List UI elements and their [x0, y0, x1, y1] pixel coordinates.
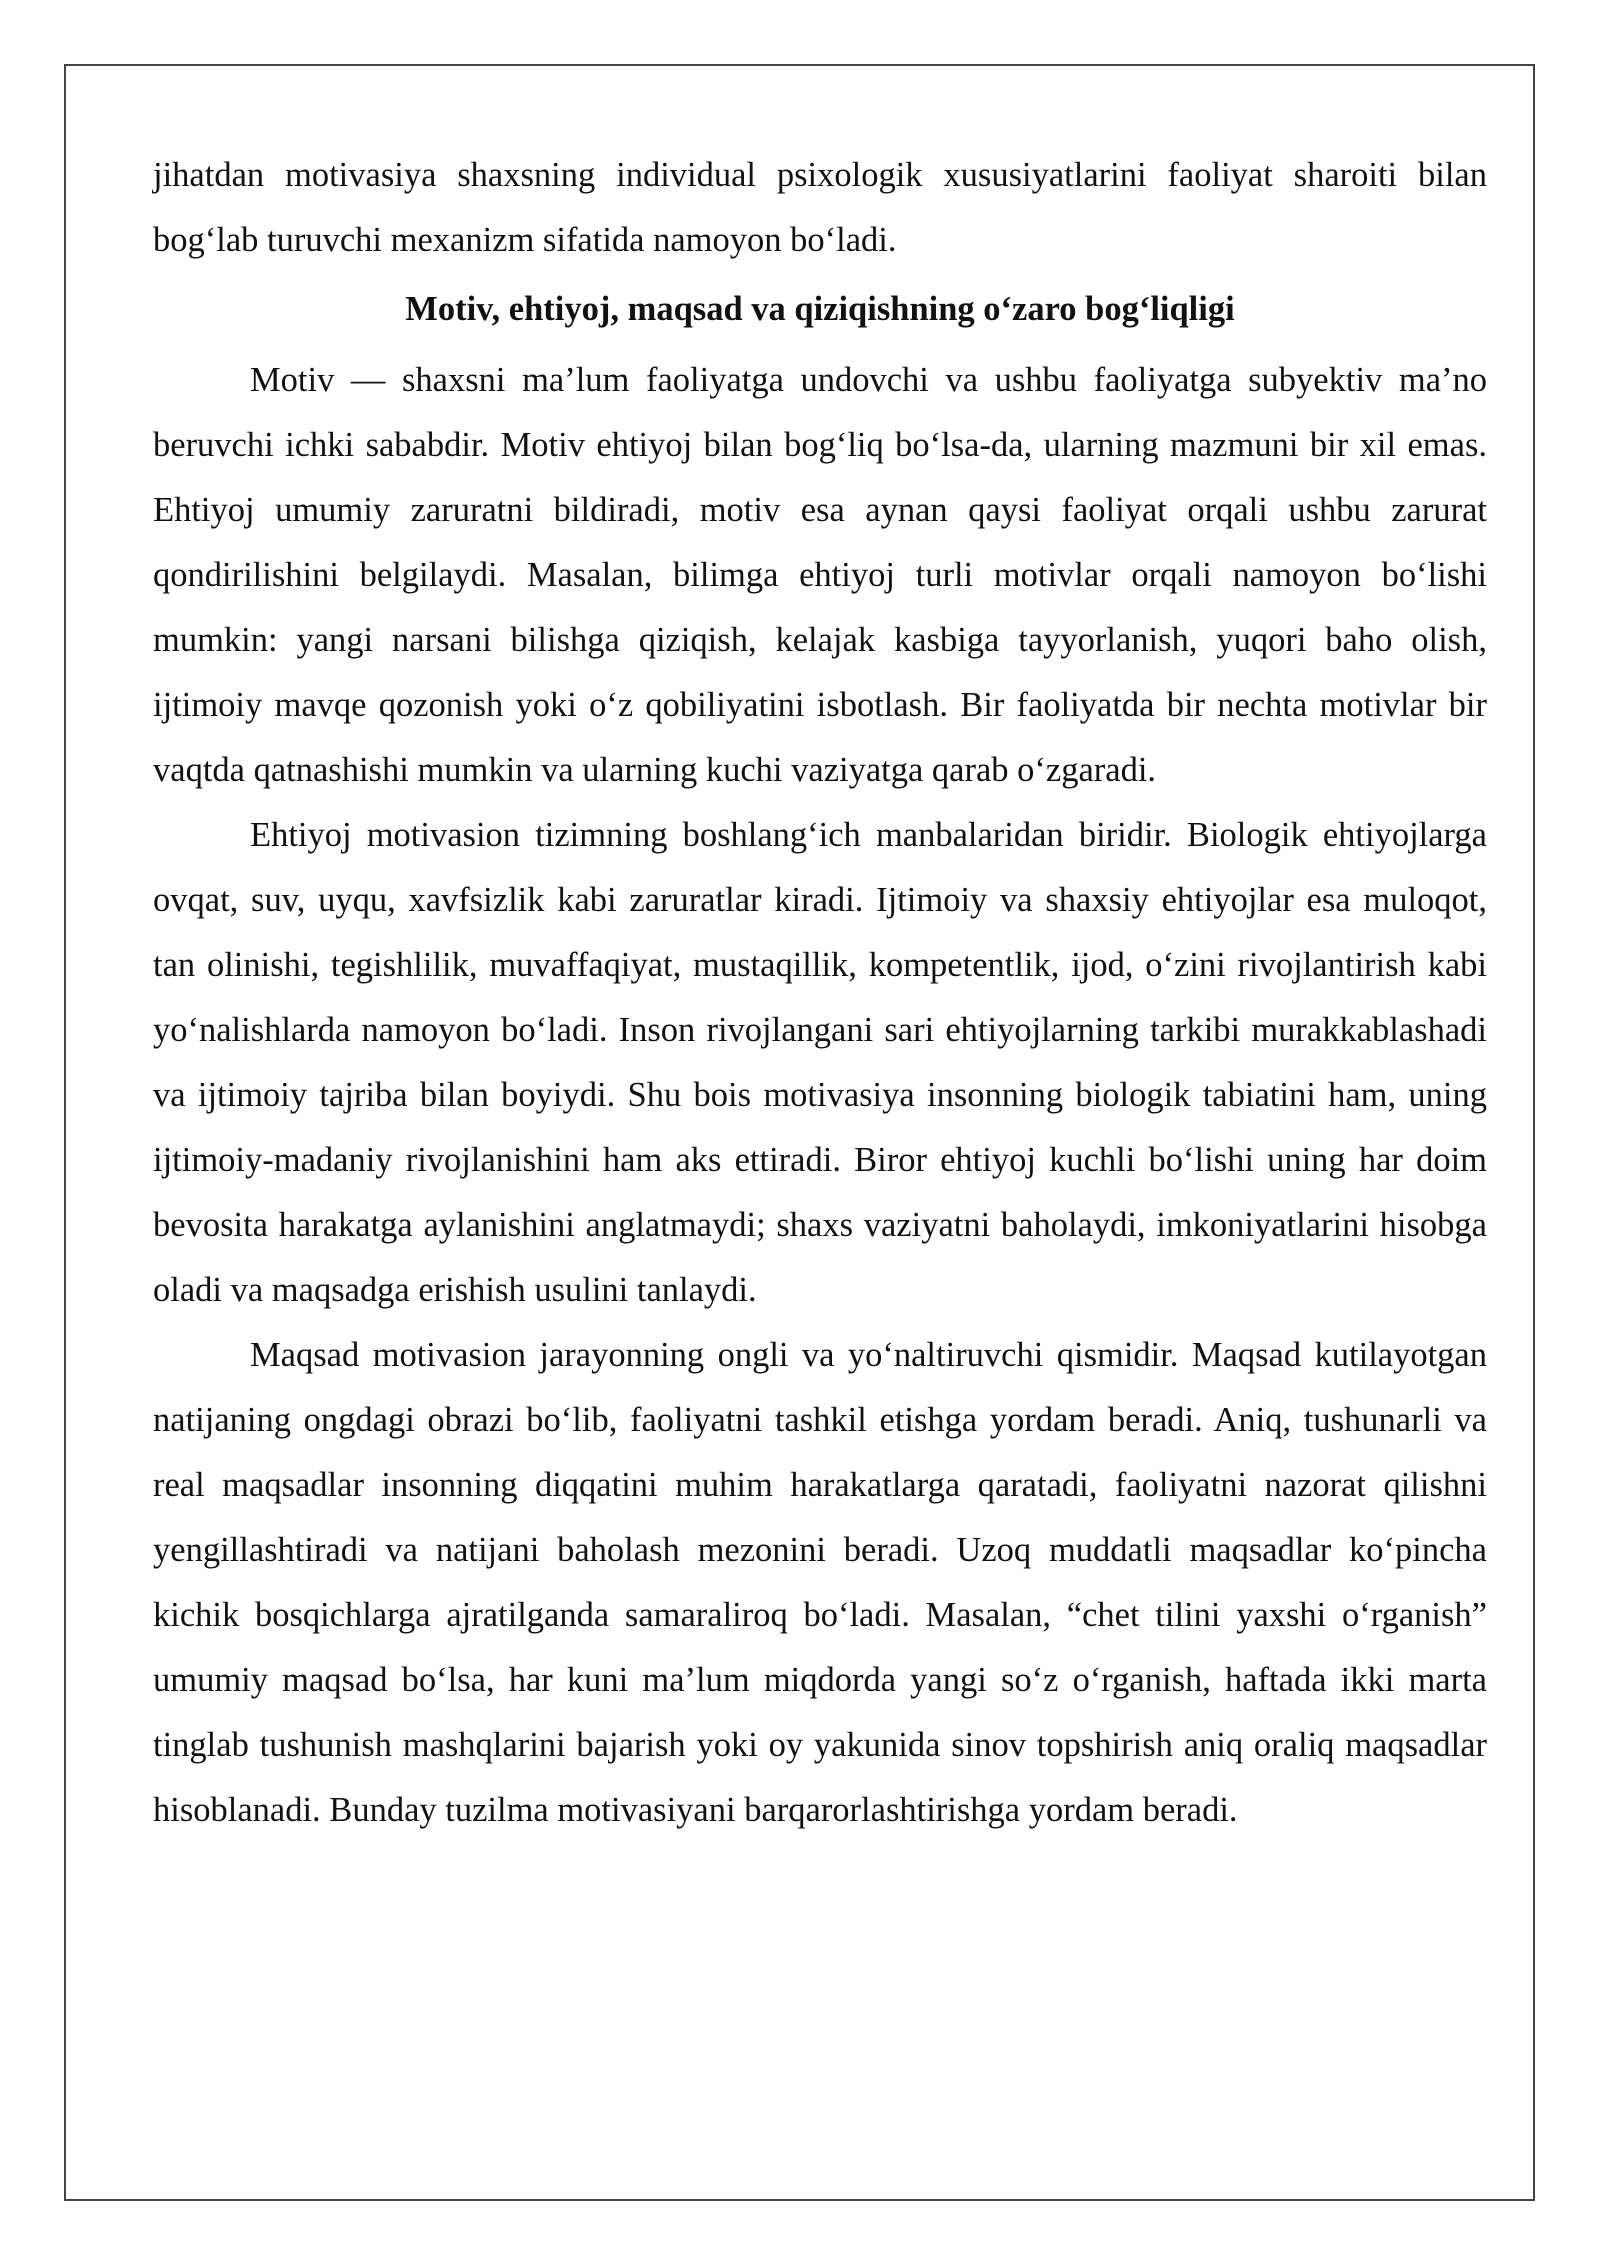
continuation-paragraph: jihatdan motivasiya shaxsning individual psixologik xususiyatlarini faoliyat sharoiti bilan bog‘lab turuvchi mexanizm sifatida namoyon bo‘ladi. [153, 156, 1487, 259]
section-heading: Motiv, ehtiyoj, maqsad va qiziqishning o‘zaro bog‘liqligi [405, 290, 1235, 328]
paragraph-ehtiyoj: Ehtiyoj motivasion tizimning boshlang‘ich manbalaridan biridir. Biologik ehtiyojlarga ovqat, suv, uyqu, xavfsizlik kabi zaruratlar kiradi. Ijtimoiy va shaxsiy ehtiyojlar esa muloqot, tan olinishi, tegishlilik, muvaffaqiyat, mustaqillik, kompetentlik, ijod, o‘zini rivojlantirish kabi yo‘nalishlarda namoyon bo‘ladi. Inson rivojlangani sari ehtiyojlarning tarkibi murakkablashadi va ijtimoiy tajriba bilan boyiydi. Shu bois motivasiya insonning biologik tabiatini ham, uning ijtimoiy-madaniy rivojlanishini ham aks ettiradi. Biror ehtiyoj kuchli bo‘lishi uning har doim bevosita harakatga aylanishini anglatmaydi; shaxs vaziyatni baholaydi, imkoniyatlarini hisobga oladi va maqsadga erishish usulini tanlaydi. [153, 816, 1487, 1309]
document-body [153, 143, 1487, 1843]
paragraph-motiv: Motiv — shaxsni ma’lum faoliyatga undovchi va ushbu faoliyatga subyektiv ma’no beruvchi ichki sababdir. Motiv ehtiyoj bilan bog‘liq bo‘lsa-da, ularning mazmuni bir xil emas. Ehtiyoj umumiy zaruratni bildiradi, motiv esa aynan qaysi faoliyat orqali ushbu zarurat qondirilishini belgilaydi. Masalan, bilimga ehtiyoj turli motivlar orqali namoyon bo‘lishi mumkin: yangi narsani bilishga qiziqish, kelajak kasbiga tayyorlanish, yuqori baho olish, ijtimoiy mavqe qozonish yoki o‘z qobiliyatini isbotlash. Bir faoliyatda bir nechta motivlar bir vaqtda qatnashishi mumkin va ularning kuchi vaziyatga qarab o‘zgaradi. [153, 361, 1487, 789]
paragraph-maqsad: Maqsad motivasion jarayonning ongli va yo‘naltiruvchi qismidir. Maqsad kutilayotgan natijaning ongdagi obrazi bo‘lib, faoliyatni tashkil etishga yordam beradi. Aniq, tushunarli va real maqsadlar insonning diqqatini muhim harakatlarga qaratadi, faoliyatni nazorat qilishni yengillashtiradi va natijani baholash mezonini beradi. Uzoq muddatli maqsadlar ko‘pincha kichik bosqichlarga ajratilganda samaraliroq bo‘ladi. Masalan, “chet tilini yaxshi o‘rganish” umumiy maqsad bo‘lsa, har kuni ma’lum miqdorda yangi so‘z o‘rganish, haftada ikki marta tinglab tushunish mashqlarini bajarish yoki oy yakunida sinov topshirish aniq oraliq maqsadlar hisoblanadi. Bunday tuzilma motivasiyani barqarorlashtirishga yordam beradi. [153, 1336, 1487, 1829]
